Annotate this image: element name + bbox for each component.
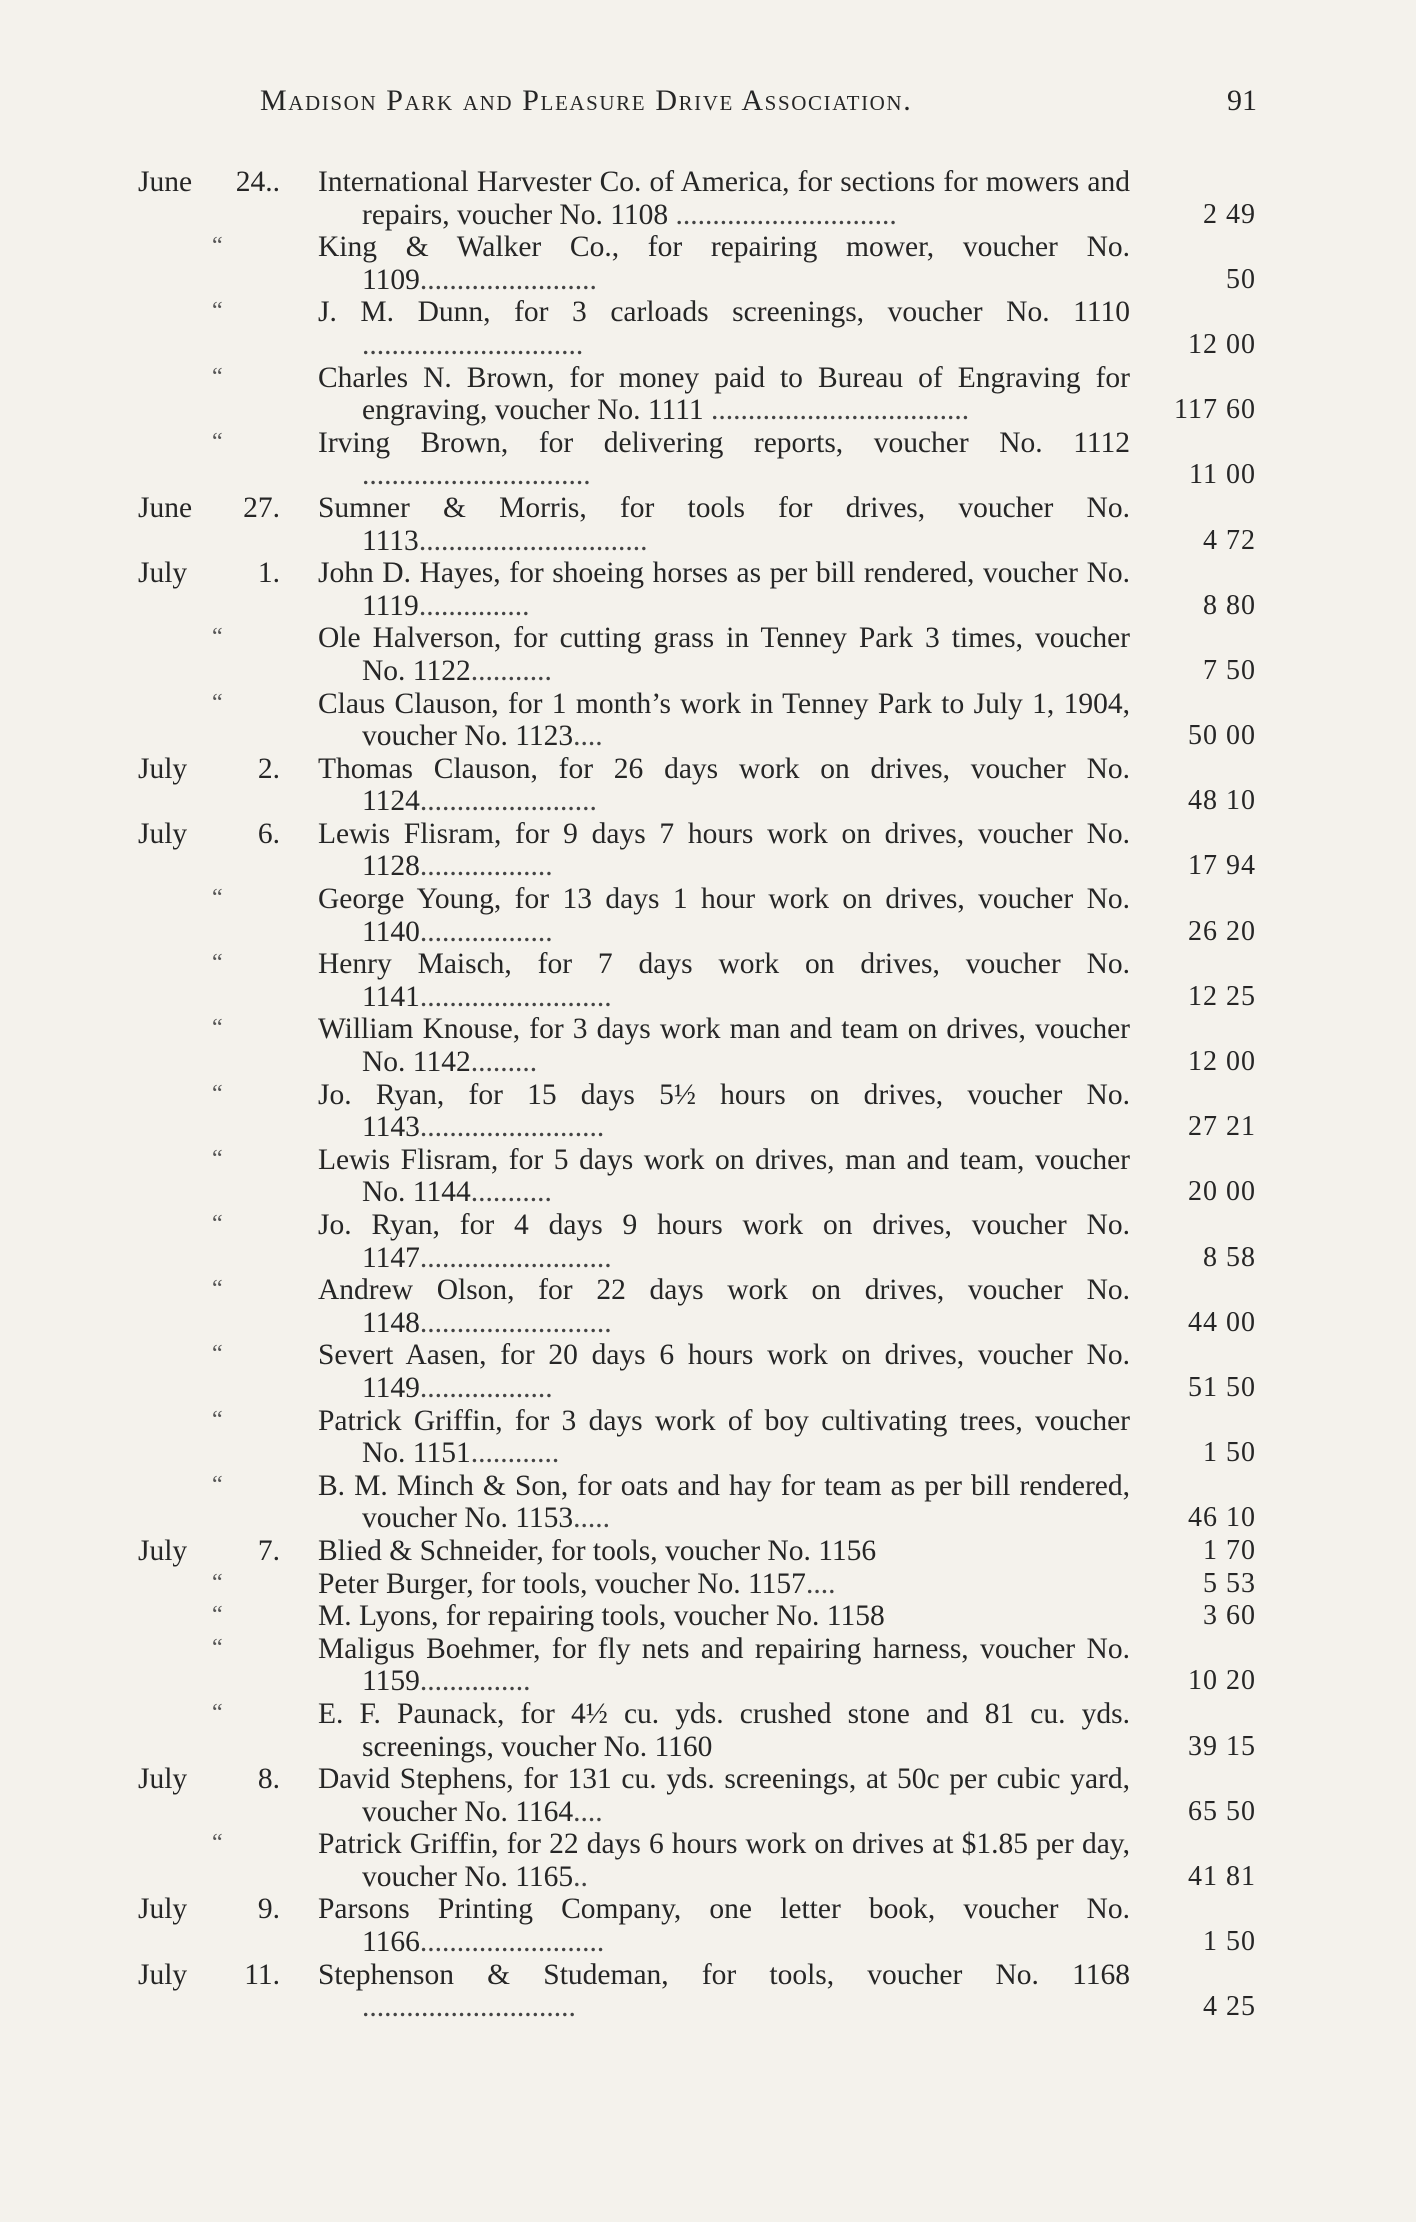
- entry-text: George Young, for 13 days 1 hour work on drives, voucher No. 1140: [318, 883, 1130, 948]
- entry-day: 2.: [257, 752, 280, 785]
- entry-amount: 8 80: [1203, 589, 1256, 621]
- entry-amount: 48 10: [1188, 785, 1256, 817]
- ditto-mark: “: [212, 885, 223, 912]
- entry-description: [318, 688, 1130, 753]
- entry-date: [138, 1274, 288, 1306]
- ditto-mark: “: [212, 298, 223, 325]
- entry-amount: 65 50: [1188, 1795, 1256, 1827]
- ledger-entry: [0, 1535, 1416, 1568]
- entry-amount: 50: [1226, 263, 1256, 295]
- ditto-mark: “: [212, 1015, 223, 1042]
- entry-amount: 46 10: [1188, 1502, 1256, 1534]
- entry-amount: 1 50: [1203, 1926, 1256, 1958]
- entry-amount: 1 50: [1203, 1437, 1256, 1469]
- ledger-entry: [0, 1013, 1416, 1078]
- dot-leader: ..........................: [419, 1241, 612, 1274]
- entry-month: July: [138, 1958, 188, 1991]
- entry-month: July: [138, 1763, 188, 1796]
- entry-description: [318, 166, 1130, 231]
- entry-text: Jo. Ryan, for 15 days 5½ hours on drives, voucher No. 1143: [318, 1078, 1130, 1144]
- entry-amount: 17 94: [1188, 850, 1256, 882]
- entry-amount: 4 25: [1203, 1991, 1256, 2023]
- entry-amount: 7 50: [1203, 654, 1256, 686]
- entry-description: [318, 1698, 1130, 1763]
- entry-date: [138, 1079, 288, 1111]
- entry-text: Severt Aasen, for 20 days 6 hours work on drives, voucher No. 1149: [318, 1339, 1130, 1404]
- entry-description: [318, 1633, 1130, 1698]
- entry-description: [318, 1893, 1130, 1958]
- entry-amount: 12 25: [1188, 980, 1256, 1012]
- entry-date: [138, 1600, 288, 1632]
- ledger-entry: [0, 362, 1416, 427]
- entry-amount: 3 60: [1203, 1600, 1256, 1632]
- entry-date: [138, 1828, 288, 1860]
- entry-description: [318, 231, 1130, 296]
- dot-leader: .........: [470, 1046, 538, 1079]
- entry-amount: 117 60: [1174, 394, 1256, 426]
- ditto-mark: “: [212, 950, 223, 977]
- entry-amount: 2 49: [1203, 198, 1256, 230]
- entry-month: June: [138, 491, 193, 524]
- page-number: 91: [1227, 84, 1257, 117]
- dot-leader: ....: [573, 720, 603, 753]
- ditto-mark: “: [212, 1699, 223, 1726]
- dot-leader: ..................: [419, 1371, 553, 1404]
- entry-description: [318, 1274, 1130, 1339]
- entry-amount: 51 50: [1188, 1371, 1256, 1403]
- entry-amount: 4 72: [1203, 524, 1256, 556]
- ledger-entry: [0, 296, 1416, 361]
- entry-amount: 50 00: [1188, 720, 1256, 752]
- entry-day: 11.: [244, 1958, 280, 1991]
- entry-amount: 26 20: [1188, 915, 1256, 947]
- entry-amount: 8 58: [1203, 1241, 1256, 1273]
- entry-amount: 27 21: [1188, 1111, 1256, 1143]
- entry-text: Thomas Clauson, for 26 days work on drives, voucher No. 1124: [318, 752, 1130, 818]
- entry-text: Patrick Griffin, for 22 days 6 hours work on drives at $1.85 per day, voucher No. 1165: [318, 1828, 1130, 1893]
- entry-text: J. M. Dunn, for 3 carloads screenings, voucher No. 1110: [318, 296, 1130, 329]
- entry-month: July: [138, 1534, 188, 1567]
- entry-amount: 12 00: [1188, 328, 1256, 360]
- ditto-mark: “: [212, 363, 223, 390]
- entry-description: [318, 1828, 1130, 1893]
- entry-text: Parsons Printing Company, one letter book, voucher No. 1166: [318, 1893, 1130, 1959]
- ledger-entry: [0, 1600, 1416, 1633]
- ledger-entry: [0, 1405, 1416, 1470]
- ledger-entry: [0, 1959, 1416, 2024]
- ditto-mark: “: [212, 689, 223, 716]
- entry-month: July: [138, 557, 188, 590]
- ditto-mark: “: [212, 1145, 223, 1172]
- ditto-mark: “: [212, 233, 223, 260]
- entry-text: Stephenson & Studeman, for tools, voucher No. 1168: [318, 1958, 1130, 1991]
- entry-date: [138, 362, 288, 394]
- entry-day: 24..: [235, 166, 280, 198]
- entry-date: [138, 753, 288, 785]
- ledger-entry: [0, 1209, 1416, 1274]
- entry-description: [318, 427, 1130, 492]
- ledger-table: [0, 166, 1416, 2024]
- entry-day: 8.: [257, 1763, 280, 1796]
- entry-date: [138, 1698, 288, 1730]
- entry-date: [138, 818, 288, 850]
- entry-amount: 39 15: [1188, 1730, 1256, 1762]
- ditto-mark: “: [212, 1830, 223, 1857]
- ledger-entry: [0, 1274, 1416, 1339]
- ledger-entry: [0, 883, 1416, 948]
- entry-day: 9.: [257, 1893, 280, 1926]
- dot-leader: .........................: [419, 1111, 605, 1144]
- entry-date: [138, 1339, 288, 1371]
- dot-leader: ..: [573, 1860, 588, 1893]
- entry-date: [138, 1763, 288, 1795]
- ledger-entry: [0, 1828, 1416, 1893]
- entry-text: William Knouse, for 3 days work man and team on drives, voucher No. 1142: [318, 1013, 1130, 1079]
- ledger-entry: [0, 1893, 1416, 1958]
- dot-leader: ...............: [419, 1665, 531, 1698]
- ditto-mark: “: [212, 1471, 223, 1498]
- dot-leader: .....: [573, 1502, 610, 1535]
- entry-date: [138, 688, 288, 720]
- entry-text: Maligus Boehmer, for fly nets and repairing harness, voucher No. 1159: [318, 1632, 1130, 1698]
- entry-description: [318, 753, 1130, 818]
- entry-description: [318, 1959, 1130, 2024]
- entry-day: 27.: [243, 491, 280, 524]
- entry-description: [318, 362, 1130, 427]
- entry-date: [138, 492, 288, 524]
- entry-description: [318, 1209, 1130, 1274]
- entry-amount: 44 00: [1188, 1306, 1256, 1338]
- entry-text: Lewis Flisram, for 5 days work on drives, man and team, voucher No. 1144: [318, 1143, 1130, 1209]
- dot-leader: ..................: [419, 850, 553, 883]
- entry-date: [138, 1470, 288, 1502]
- ledger-entry: [0, 1470, 1416, 1535]
- entry-day: 7.: [257, 1534, 280, 1567]
- entry-text: King & Walker Co., for repairing mower, voucher No. 1109: [318, 231, 1130, 296]
- entry-amount: 11 00: [1189, 459, 1256, 491]
- entry-date: [138, 166, 288, 198]
- entry-date: [138, 1209, 288, 1241]
- ditto-mark: “: [212, 428, 223, 455]
- ditto-mark: “: [212, 1276, 223, 1303]
- entry-text: B. M. Minch & Son, for oats and hay for team as per bill rendered, voucher No. 1153: [318, 1469, 1130, 1535]
- entry-text: David Stephens, for 131 cu. yds. screenings, at 50c per cubic yard, voucher No. 1164: [318, 1763, 1130, 1828]
- entry-text: Sumner & Morris, for tools for drives, voucher No. 1113: [318, 491, 1130, 557]
- entry-date: [138, 1959, 288, 1991]
- entry-date: [138, 557, 288, 589]
- entry-day: 1.: [257, 557, 280, 590]
- dot-leader: ...............: [418, 589, 530, 622]
- ledger-entry: [0, 1144, 1416, 1209]
- entry-amount: 1 70: [1203, 1534, 1256, 1566]
- entry-date: [138, 427, 288, 459]
- entry-description: [318, 883, 1130, 948]
- dot-leader: .........................: [419, 1926, 605, 1959]
- entry-text: Irving Brown, for delivering reports, voucher No. 1112: [318, 426, 1130, 459]
- entry-date: [138, 1405, 288, 1437]
- entry-description: [318, 1144, 1130, 1209]
- ledger-entry: [0, 688, 1416, 753]
- ledger-entry: [0, 557, 1416, 622]
- entry-description: [318, 818, 1130, 883]
- ditto-mark: “: [212, 1211, 223, 1237]
- entry-description: [318, 948, 1130, 1013]
- dot-leader: .............................: [362, 1991, 576, 2024]
- page-header: [260, 84, 1257, 118]
- entry-date: [138, 1144, 288, 1176]
- entry-description: [318, 1470, 1130, 1535]
- entry-day: 6.: [257, 817, 280, 850]
- entry-date: [138, 296, 288, 328]
- entry-text: Patrick Griffin, for 3 days work of boy cultivating trees, voucher No. 1151: [318, 1404, 1130, 1470]
- ledger-entry: [0, 753, 1416, 818]
- dot-leader: ..................: [419, 915, 553, 948]
- ledger-entry: [0, 427, 1416, 492]
- entry-amount: 20 00: [1188, 1176, 1256, 1208]
- entry-description: [318, 1568, 1130, 1601]
- ledger-entry: [0, 1633, 1416, 1698]
- dot-leader: ...........: [470, 1176, 552, 1209]
- entry-month: June: [138, 166, 193, 198]
- dot-leader: ....: [573, 1795, 603, 1828]
- entry-text: Lewis Flisram, for 9 days 7 hours work on drives, voucher No. 1128: [318, 817, 1130, 883]
- entry-description: [318, 296, 1130, 361]
- dot-leader: ...................................: [711, 394, 970, 427]
- entry-text: International Harvester Co. of America, for sections for mowers and repairs, voucher No. 1108: [318, 166, 1130, 231]
- entry-date: [138, 622, 288, 654]
- entry-text: Blied & Schneider, for tools, voucher No. 1156: [318, 1534, 877, 1567]
- ledger-entry: [0, 818, 1416, 883]
- dot-leader: ...............................: [418, 524, 648, 557]
- entry-text: Claus Clauson, for 1 month’s work in Tenney Park to July 1, 1904, voucher No. 1123: [318, 687, 1130, 753]
- dot-leader: ............: [470, 1437, 560, 1470]
- ditto-mark: “: [212, 1634, 223, 1661]
- ditto-mark: “: [212, 1406, 223, 1433]
- entry-text: John D. Hayes, for shoeing horses as per bill rendered, voucher No. 1119: [318, 557, 1130, 622]
- entry-date: [138, 1013, 288, 1045]
- entry-date: [138, 948, 288, 980]
- entry-text: Jo. Ryan, for 4 days 9 hours work on drives, voucher No. 1147: [318, 1209, 1130, 1274]
- entry-amount: 5 53: [1203, 1567, 1256, 1599]
- entry-date: [138, 1893, 288, 1925]
- entry-month: July: [138, 752, 188, 785]
- ditto-mark: “: [212, 1569, 223, 1596]
- entry-date: [138, 231, 288, 263]
- ledger-entry: [0, 1339, 1416, 1404]
- running-title: Madison Park and Pleasure Drive Association.: [260, 84, 913, 117]
- entry-description: [318, 557, 1130, 622]
- ditto-mark: “: [212, 1341, 223, 1368]
- entry-text: Henry Maisch, for 7 days work on drives, voucher No. 1141: [318, 948, 1130, 1013]
- entry-text: Peter Burger, for tools, voucher No. 1157: [318, 1567, 806, 1600]
- ditto-mark: “: [212, 1602, 223, 1629]
- entry-description: [318, 1079, 1130, 1144]
- entry-description: [318, 1763, 1130, 1828]
- entry-amount: 12 00: [1188, 1046, 1256, 1078]
- entry-text: Ole Halverson, for cutting grass in Tenney Park 3 times, voucher No. 1122: [318, 622, 1130, 687]
- entry-description: [318, 1013, 1130, 1078]
- ditto-mark: “: [212, 1080, 223, 1107]
- dot-leader: ..............................: [675, 198, 897, 231]
- ledger-entry: [0, 492, 1416, 557]
- dot-leader: ........................: [419, 785, 597, 818]
- entry-description: [318, 492, 1130, 557]
- dot-leader: ..........................: [419, 1306, 612, 1339]
- ledger-entry: [0, 622, 1416, 687]
- entry-date: [138, 1633, 288, 1665]
- entry-description: [318, 1339, 1130, 1404]
- entry-date: [138, 1535, 288, 1567]
- ledger-entry: [0, 166, 1416, 231]
- entry-text: Andrew Olson, for 22 days work on drives, voucher No. 1148: [318, 1274, 1130, 1339]
- entry-amount: 10 20: [1188, 1665, 1256, 1697]
- dot-leader: ...........: [470, 654, 552, 687]
- entry-month: July: [138, 817, 188, 850]
- entry-description: [318, 622, 1130, 687]
- dot-leader: ...............................: [362, 459, 591, 492]
- ledger-entry: [0, 948, 1416, 1013]
- entry-amount: 41 81: [1188, 1860, 1256, 1892]
- entry-text: E. F. Paunack, for 4½ cu. yds. crushed stone and 81 cu. yds. screenings, voucher No. 1160: [318, 1697, 1130, 1763]
- entry-date: [138, 883, 288, 915]
- dot-leader: ........................: [419, 263, 597, 296]
- ledger-entry: [0, 1763, 1416, 1828]
- ledger-entry: [0, 231, 1416, 296]
- entry-description: [318, 1600, 1130, 1633]
- dot-leader: ..........................: [419, 980, 612, 1013]
- dot-leader: ....: [805, 1567, 836, 1600]
- entry-month: July: [138, 1893, 188, 1926]
- ditto-mark: “: [212, 624, 223, 651]
- entry-text: Charles N. Brown, for money paid to Bureau of Engraving for engraving, voucher No. 1111: [318, 361, 1130, 427]
- entry-description: [318, 1405, 1130, 1470]
- ledger-entry: [0, 1568, 1416, 1601]
- ledger-entry: [0, 1698, 1416, 1763]
- entry-description: [318, 1535, 1130, 1568]
- entry-date: [138, 1568, 288, 1600]
- entry-text: M. Lyons, for repairing tools, voucher No. 1158: [318, 1600, 885, 1633]
- dot-leader: ..............................: [362, 328, 584, 361]
- ledger-entry: [0, 1079, 1416, 1144]
